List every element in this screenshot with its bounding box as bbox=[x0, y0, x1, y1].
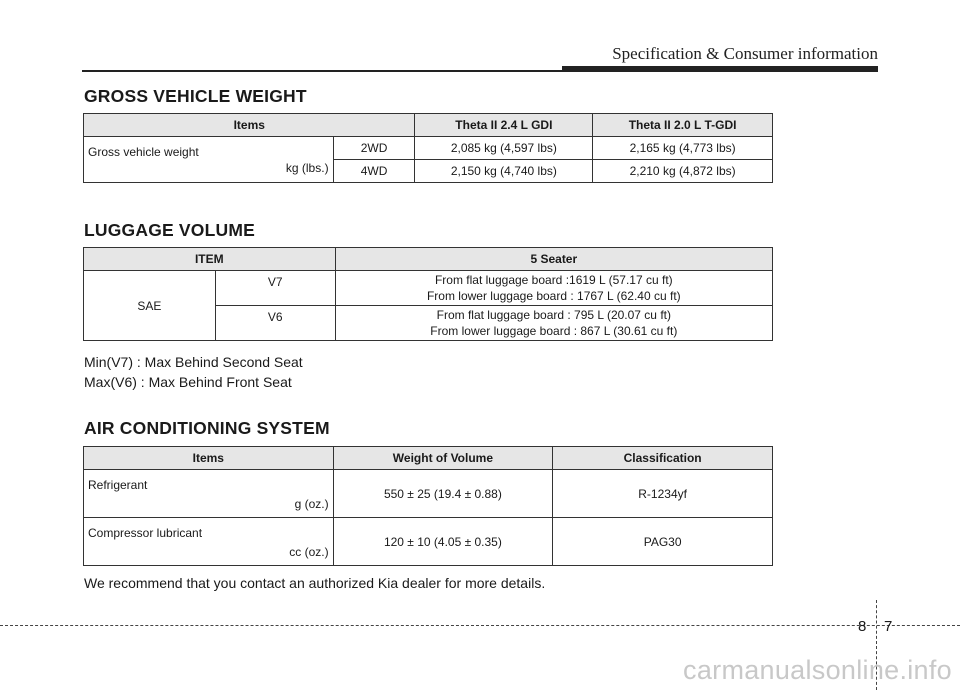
table-row bbox=[84, 271, 773, 306]
row-unit: g (oz.) bbox=[294, 497, 329, 511]
section-header-title: Specification & Consumer information bbox=[612, 44, 878, 63]
row-label-cell bbox=[84, 470, 334, 518]
row-label-cell: SAE bbox=[84, 271, 216, 341]
air-conditioning-heading: AIR CONDITIONING SYSTEM bbox=[84, 418, 330, 438]
table-cell: PAG30 bbox=[553, 518, 773, 566]
row-label: Gross vehicle weight bbox=[88, 145, 199, 159]
drive-type-cell: 2WD bbox=[333, 137, 415, 160]
column-header: Theta II 2.0 L T-GDI bbox=[593, 114, 773, 137]
column-header: Items bbox=[84, 114, 415, 137]
column-header: Weight of Volume bbox=[333, 447, 553, 470]
table-header-row bbox=[84, 114, 773, 137]
table-row bbox=[84, 518, 773, 566]
table-row bbox=[84, 470, 773, 518]
variant-cell: V6 bbox=[215, 306, 335, 341]
row-unit: cc (oz.) bbox=[289, 545, 329, 559]
volume-line: From flat luggage board :1619 L (57.17 cu ft) bbox=[434, 273, 673, 287]
luggage-note: Max(V6) : Max Behind Front Seat bbox=[84, 374, 292, 390]
table-header-row bbox=[84, 447, 773, 470]
table-row bbox=[84, 137, 773, 160]
footer-dashed-rule bbox=[0, 625, 960, 626]
luggage-volume-table bbox=[83, 247, 773, 341]
page-number: 7 bbox=[884, 618, 893, 635]
gross-vehicle-weight-heading: GROSS VEHICLE WEIGHT bbox=[84, 86, 307, 106]
air-conditioning-table bbox=[83, 446, 773, 566]
watermark-text: carmanualsonline.info bbox=[683, 655, 952, 685]
table-cell: 120 ± 10 (4.05 ± 0.35) bbox=[333, 518, 553, 566]
volume-line: From lower luggage board : 867 L (30.61 cu ft) bbox=[430, 324, 678, 338]
row-label-cell bbox=[84, 518, 334, 566]
drive-type-cell: 4WD bbox=[333, 160, 415, 183]
row-label: Compressor lubricant bbox=[88, 526, 203, 540]
luggage-note: Min(V7) : Max Behind Second Seat bbox=[84, 354, 303, 370]
page-chapter-number: 8 bbox=[858, 618, 867, 635]
column-header: Classification bbox=[553, 447, 773, 470]
row-unit: kg (lbs.) bbox=[285, 161, 329, 175]
row-label-cell bbox=[84, 137, 334, 183]
table-cell: 2,085 kg (4,597 lbs) bbox=[415, 137, 593, 160]
column-header: 5 Seater bbox=[335, 248, 772, 271]
luggage-notes bbox=[84, 352, 303, 392]
table-header-row bbox=[84, 248, 773, 271]
table-cell: R-1234yf bbox=[553, 470, 773, 518]
header-rule bbox=[82, 70, 878, 72]
table-cell: 550 ± 25 (19.4 ± 0.88) bbox=[333, 470, 553, 518]
dealer-note: We recommend that you contact an authorized Kia dealer for more details. bbox=[84, 575, 546, 591]
column-header: ITEM bbox=[84, 248, 336, 271]
volume-line: From flat luggage board : 795 L (20.07 cu ft) bbox=[436, 308, 671, 322]
table-cell bbox=[335, 306, 772, 341]
column-header: Theta II 2.4 L GDI bbox=[415, 114, 593, 137]
luggage-volume-heading: LUGGAGE VOLUME bbox=[84, 220, 255, 240]
column-header: Items bbox=[84, 447, 334, 470]
gross-vehicle-weight-table bbox=[83, 113, 773, 183]
table-cell: 2,210 kg (4,872 lbs) bbox=[593, 160, 773, 183]
volume-line: From lower luggage board : 1767 L (62.40 cu ft) bbox=[426, 289, 681, 303]
variant-cell: V7 bbox=[215, 271, 335, 306]
row-label: Refrigerant bbox=[88, 478, 148, 492]
table-cell bbox=[335, 271, 772, 306]
table-cell: 2,165 kg (4,773 lbs) bbox=[593, 137, 773, 160]
table-cell: 2,150 kg (4,740 lbs) bbox=[415, 160, 593, 183]
